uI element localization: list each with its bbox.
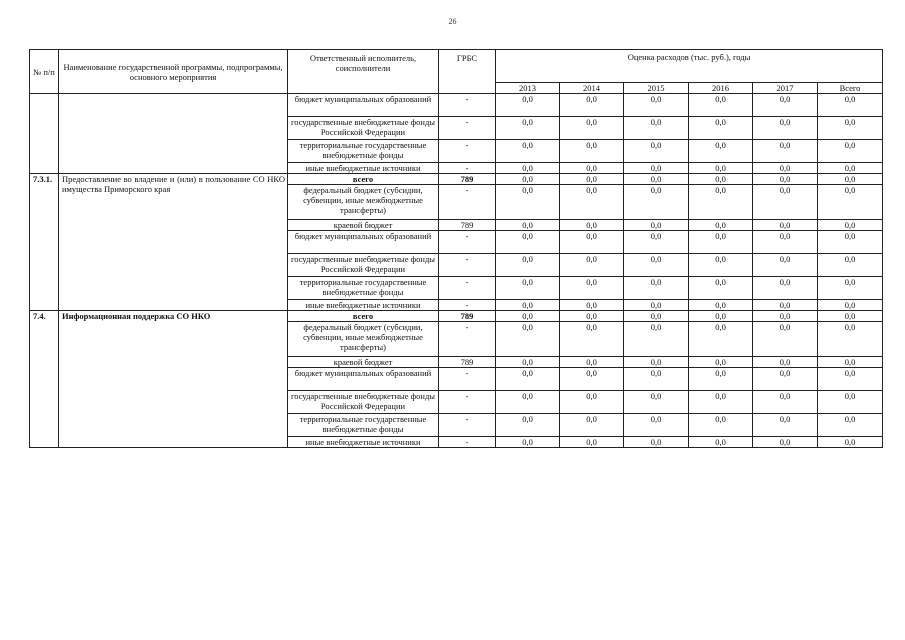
total-value-cell: 0,0: [818, 163, 883, 174]
year-value-cell: 0,0: [689, 220, 753, 231]
year-value-cell: 0,0: [624, 368, 689, 391]
year-value-cell: 0,0: [753, 231, 818, 254]
page-number: 26: [448, 17, 457, 26]
header-year: 2014: [560, 83, 624, 94]
year-value-cell: 0,0: [496, 368, 560, 391]
funding-source-cell: территориальные государственные внебюджетные фонды: [288, 277, 439, 300]
year-value-cell: 0,0: [753, 174, 818, 185]
year-value-cell: 0,0: [624, 311, 689, 322]
year-value-cell: 0,0: [689, 368, 753, 391]
row-number-cell: [30, 94, 59, 174]
total-value-cell: 0,0: [818, 140, 883, 163]
total-value-cell: 0,0: [818, 368, 883, 391]
year-value-cell: 0,0: [624, 254, 689, 277]
table-header-row: [30, 50, 883, 83]
year-value-cell: 0,0: [753, 437, 818, 448]
year-value-cell: 0,0: [560, 311, 624, 322]
year-value-cell: 0,0: [624, 414, 689, 437]
total-value-cell: 0,0: [818, 300, 883, 311]
year-value-cell: 0,0: [560, 174, 624, 185]
total-value-cell: 0,0: [818, 357, 883, 368]
year-value-cell: 0,0: [496, 220, 560, 231]
year-value-cell: 0,0: [496, 311, 560, 322]
year-value-cell: 0,0: [496, 414, 560, 437]
year-value-cell: 0,0: [689, 254, 753, 277]
year-value-cell: 0,0: [624, 231, 689, 254]
total-value-cell: 0,0: [818, 185, 883, 220]
total-value-cell: 0,0: [818, 311, 883, 322]
funding-source-cell: государственные внебюджетные фонды Российской Федерации: [288, 254, 439, 277]
year-value-cell: 0,0: [560, 322, 624, 357]
year-value-cell: 0,0: [753, 140, 818, 163]
year-value-cell: 0,0: [560, 437, 624, 448]
total-value-cell: 0,0: [818, 254, 883, 277]
funding-source-cell: иные внебюджетные источники: [288, 300, 439, 311]
funding-source-cell: иные внебюджетные источники: [288, 163, 439, 174]
year-value-cell: 0,0: [496, 254, 560, 277]
year-value-cell: 0,0: [560, 117, 624, 140]
year-value-cell: 0,0: [689, 94, 753, 117]
year-value-cell: 0,0: [560, 254, 624, 277]
grbs-cell: -: [439, 414, 496, 437]
year-value-cell: 0,0: [624, 220, 689, 231]
funding-source-cell: бюджет муниципальных образований: [288, 368, 439, 391]
year-value-cell: 0,0: [496, 174, 560, 185]
grbs-cell: -: [439, 185, 496, 220]
year-value-cell: 0,0: [753, 300, 818, 311]
grbs-cell: -: [439, 322, 496, 357]
year-value-cell: 0,0: [560, 231, 624, 254]
year-value-cell: 0,0: [624, 185, 689, 220]
funding-source-cell: всего: [288, 174, 439, 185]
year-value-cell: 0,0: [624, 174, 689, 185]
table-row: [30, 174, 883, 185]
year-value-cell: 0,0: [753, 414, 818, 437]
year-value-cell: 0,0: [496, 322, 560, 357]
header-year: 2013: [496, 83, 560, 94]
year-value-cell: 0,0: [753, 322, 818, 357]
year-value-cell: 0,0: [560, 391, 624, 414]
header-total: Всего: [818, 83, 883, 94]
year-value-cell: 0,0: [560, 368, 624, 391]
budget-table: [29, 49, 883, 448]
year-value-cell: 0,0: [753, 94, 818, 117]
year-value-cell: 0,0: [753, 357, 818, 368]
year-value-cell: 0,0: [689, 300, 753, 311]
grbs-cell: -: [439, 163, 496, 174]
program-name-cell: Информационная поддержка СО НКО: [59, 311, 288, 448]
year-value-cell: 0,0: [560, 140, 624, 163]
year-value-cell: 0,0: [624, 163, 689, 174]
funding-source-cell: бюджет муниципальных образований: [288, 231, 439, 254]
funding-source-cell: краевой бюджет: [288, 220, 439, 231]
year-value-cell: 0,0: [753, 163, 818, 174]
year-value-cell: 0,0: [689, 277, 753, 300]
funding-source-cell: бюджет муниципальных образований: [288, 94, 439, 117]
year-value-cell: 0,0: [496, 300, 560, 311]
program-name-cell: Предоставление во владение и (или) в пользование СО НКО имущества Приморского края: [59, 174, 288, 311]
year-value-cell: 0,0: [689, 391, 753, 414]
program-name-cell: [59, 94, 288, 174]
grbs-cell: -: [439, 231, 496, 254]
year-value-cell: 0,0: [624, 322, 689, 357]
funding-source-cell: государственные внебюджетные фонды Российской Федерации: [288, 117, 439, 140]
grbs-cell: -: [439, 117, 496, 140]
year-value-cell: 0,0: [689, 117, 753, 140]
header-year: 2015: [624, 83, 689, 94]
header-year: 2017: [753, 83, 818, 94]
year-value-cell: 0,0: [689, 140, 753, 163]
funding-source-cell: государственные внебюджетные фонды Российской Федерации: [288, 391, 439, 414]
year-value-cell: 0,0: [496, 357, 560, 368]
year-value-cell: 0,0: [560, 220, 624, 231]
year-value-cell: 0,0: [560, 94, 624, 117]
year-value-cell: 0,0: [689, 414, 753, 437]
year-value-cell: 0,0: [753, 185, 818, 220]
grbs-cell: -: [439, 368, 496, 391]
year-value-cell: 0,0: [689, 322, 753, 357]
year-value-cell: 0,0: [496, 94, 560, 117]
grbs-cell: -: [439, 140, 496, 163]
year-value-cell: 0,0: [560, 277, 624, 300]
year-value-cell: 0,0: [689, 185, 753, 220]
year-value-cell: 0,0: [624, 94, 689, 117]
year-value-cell: 0,0: [689, 437, 753, 448]
year-value-cell: 0,0: [496, 163, 560, 174]
year-value-cell: 0,0: [496, 117, 560, 140]
grbs-cell: -: [439, 277, 496, 300]
year-value-cell: 0,0: [496, 437, 560, 448]
table-row: [30, 311, 883, 322]
header-expenses: Оценка расходов (тыс. руб.), годы: [496, 50, 883, 83]
year-value-cell: 0,0: [624, 300, 689, 311]
year-value-cell: 0,0: [496, 140, 560, 163]
year-value-cell: 0,0: [624, 437, 689, 448]
total-value-cell: 0,0: [818, 437, 883, 448]
year-value-cell: 0,0: [496, 231, 560, 254]
year-value-cell: 0,0: [496, 185, 560, 220]
total-value-cell: 0,0: [818, 220, 883, 231]
funding-source-cell: иные внебюджетные источники: [288, 437, 439, 448]
year-value-cell: 0,0: [689, 357, 753, 368]
funding-source-cell: всего: [288, 311, 439, 322]
grbs-cell: -: [439, 94, 496, 117]
header-name: Наименование государственной программы, подпрограммы, основного мероприятия: [59, 50, 288, 94]
year-value-cell: 0,0: [689, 163, 753, 174]
funding-source-cell: территориальные государственные внебюджетные фонды: [288, 140, 439, 163]
total-value-cell: 0,0: [818, 322, 883, 357]
header-executor: Ответственный исполнитель, соисполнители: [288, 50, 439, 94]
grbs-cell: -: [439, 391, 496, 414]
total-value-cell: 0,0: [818, 414, 883, 437]
year-value-cell: 0,0: [689, 174, 753, 185]
grbs-cell: 789: [439, 311, 496, 322]
year-value-cell: 0,0: [753, 277, 818, 300]
total-value-cell: 0,0: [818, 277, 883, 300]
total-value-cell: 0,0: [818, 117, 883, 140]
year-value-cell: 0,0: [624, 277, 689, 300]
year-value-cell: 0,0: [753, 311, 818, 322]
grbs-cell: -: [439, 300, 496, 311]
header-num: № п/п: [30, 50, 59, 94]
grbs-cell: 789: [439, 174, 496, 185]
year-value-cell: 0,0: [560, 163, 624, 174]
grbs-cell: -: [439, 437, 496, 448]
year-value-cell: 0,0: [753, 254, 818, 277]
year-value-cell: 0,0: [689, 231, 753, 254]
year-value-cell: 0,0: [753, 117, 818, 140]
funding-source-cell: территориальные государственные внебюджетные фонды: [288, 414, 439, 437]
year-value-cell: 0,0: [689, 311, 753, 322]
grbs-cell: 789: [439, 220, 496, 231]
year-value-cell: 0,0: [624, 391, 689, 414]
year-value-cell: 0,0: [624, 117, 689, 140]
funding-source-cell: федеральный бюджет (субсидии, субвенции, иные межбюджетные трансферты): [288, 185, 439, 220]
year-value-cell: 0,0: [560, 185, 624, 220]
year-value-cell: 0,0: [753, 391, 818, 414]
funding-source-cell: краевой бюджет: [288, 357, 439, 368]
funding-source-cell: федеральный бюджет (субсидии, субвенции, иные межбюджетные трансферты): [288, 322, 439, 357]
year-value-cell: 0,0: [560, 357, 624, 368]
year-value-cell: 0,0: [624, 140, 689, 163]
table-body: [30, 94, 883, 448]
total-value-cell: 0,0: [818, 174, 883, 185]
grbs-cell: 789: [439, 357, 496, 368]
total-value-cell: 0,0: [818, 231, 883, 254]
year-value-cell: 0,0: [624, 357, 689, 368]
row-number-cell: 7.3.1.: [30, 174, 59, 311]
year-value-cell: 0,0: [560, 414, 624, 437]
header-year: 2016: [689, 83, 753, 94]
total-value-cell: 0,0: [818, 94, 883, 117]
year-value-cell: 0,0: [496, 277, 560, 300]
row-number-cell: 7.4.: [30, 311, 59, 448]
total-value-cell: 0,0: [818, 391, 883, 414]
year-value-cell: 0,0: [496, 391, 560, 414]
header-grbs: ГРБС: [439, 50, 496, 94]
year-value-cell: 0,0: [753, 220, 818, 231]
table-row: [30, 94, 883, 117]
year-value-cell: 0,0: [560, 300, 624, 311]
grbs-cell: -: [439, 254, 496, 277]
year-value-cell: 0,0: [753, 368, 818, 391]
